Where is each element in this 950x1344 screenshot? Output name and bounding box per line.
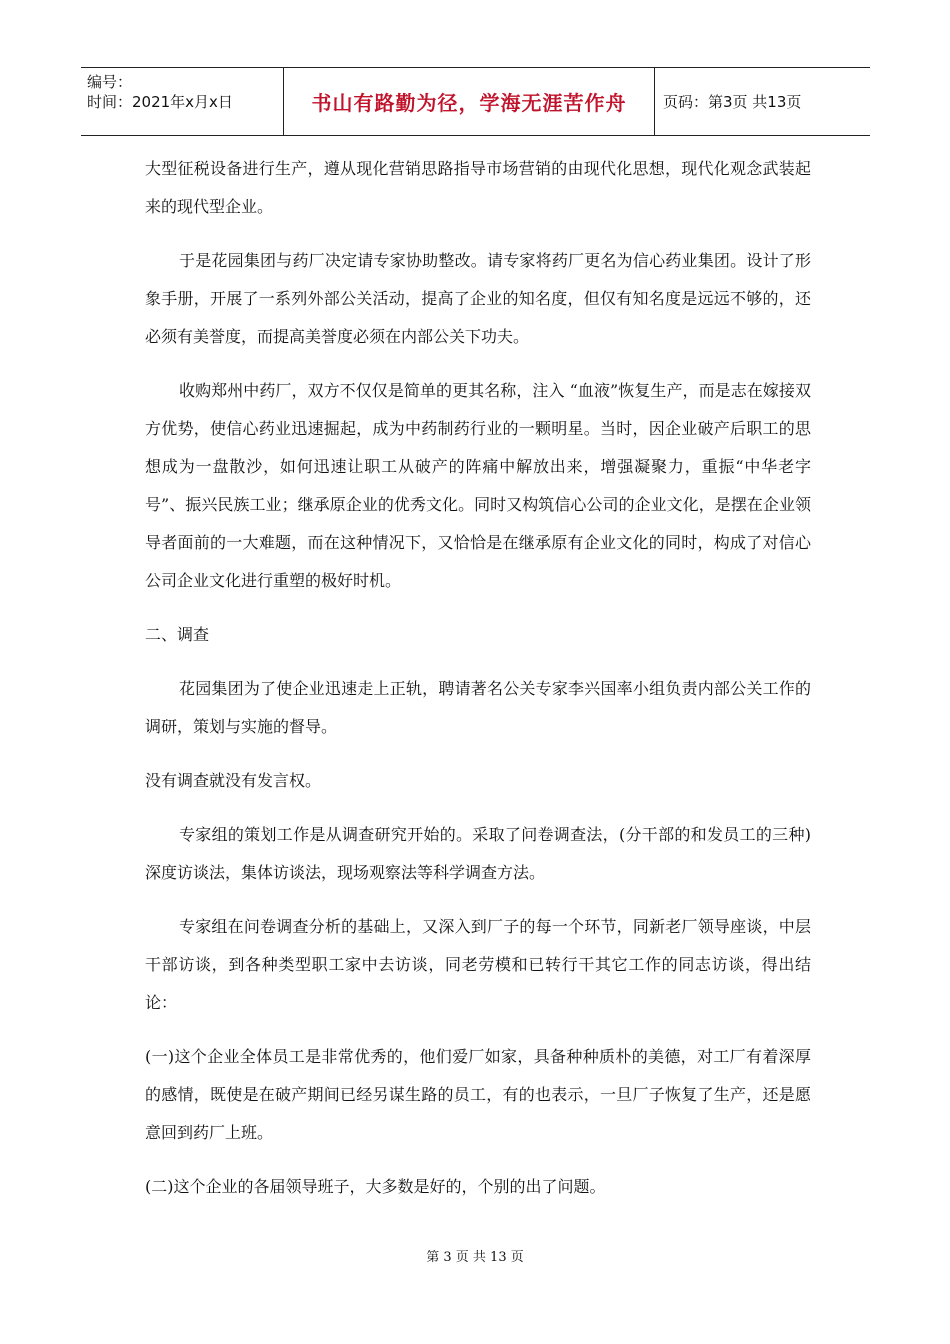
header-motto-cell: [283, 68, 655, 135]
paragraph: 专家组的策划工作是从调查研究开始的。采取了问卷调查法，(分干部的和发员工的三种)深度访谈法，集体访谈法，现场观察法等科学调查方法。: [145, 825, 811, 882]
header-info: [81, 68, 283, 135]
page-footer: [0, 1246, 950, 1265]
document-body: [145, 150, 811, 1222]
paragraph: (二)这个企业的各届领导班子，大多数是好的，个别的出了问题。: [145, 1177, 606, 1196]
paragraph: 没有调查就没有发言权。: [145, 771, 322, 790]
paragraph: 于是花园集团与药厂决定请专家协助整改。请专家将药厂更名为信心药业集团。设计了形象手册，开展了一系列外部公关活动，提高了企业的知名度，但仅有知名度是远远不够的，还必须有美誉度，而提高美誉度必须在内部公关下功夫。: [145, 251, 811, 346]
paragraph: (一)这个企业全体员工是非常优秀的，他们爱厂如家，具备种种质朴的美德，对工厂有着深厚的感情，既使是在破产期间已经另谋生路的员工，有的也表示，一旦厂子恢复了生产，还是愿意回到药厂上班。: [145, 1047, 811, 1142]
paragraph: 大型征税设备进行生产，遵从现化营销思路指导市场营销的由现代化思想，现代化观念武装起来的现代型企业。: [145, 159, 811, 216]
number-label: 编号：: [87, 73, 133, 91]
page-label: 页码：第3页 共13页: [663, 93, 802, 111]
paragraph: 花园集团为了使企业迅速走上正轨，聘请著名公关专家李兴国率小组负责内部公关工作的调研，策划与实施的督导。: [145, 679, 811, 736]
time-label: 时间：2021年x月x日: [87, 93, 233, 111]
header-page-cell: [655, 68, 870, 135]
document-header: [81, 67, 870, 136]
section-heading: 二、调查: [145, 625, 210, 644]
motto-text: 书山有路勤为径，学海无涯苦作舟: [311, 91, 627, 115]
footer-page-number: 第 3 页 共 13 页: [426, 1250, 524, 1265]
paragraph: 收购郑州中药厂，双方不仅仅是简单的更其名称，注入 “血液”恢复生产，而是志在嫁接双方优势，使信心药业迅速掘起，成为中药制药行业的一颗明星。当时，因企业破产后职工的思想成为一盘散沙，如何迅速让职工从破产的阵痛中解放出来，增强凝聚力，重振“中华老字号”、振兴民族工业；继承原企业的优秀文化。同时又构筑信心公司的企业文化，是摆在企业领导者面前的一大难题，而在这种情况下，又恰恰是在继承原有企业文化的同时，构成了对信心公司企业文化进行重塑的极好时机。: [145, 381, 811, 590]
paragraph: 专家组在问卷调查分析的基础上，又深入到厂子的每一个环节，同新老厂领导座谈，中层干部访谈，到各种类型职工家中去访谈，同老劳模和已转行干其它工作的同志访谈，得出结论：: [145, 917, 811, 1012]
